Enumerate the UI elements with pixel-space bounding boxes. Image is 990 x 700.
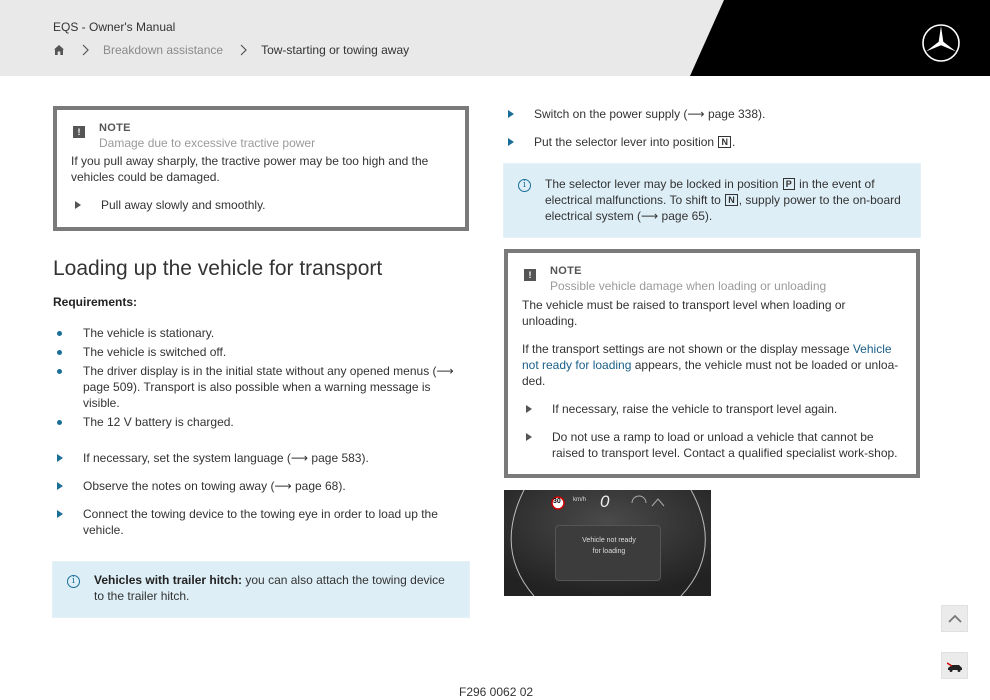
display-popup [555, 525, 661, 581]
note-subtitle: Possible vehicle damage when loading or unloading [550, 279, 827, 293]
list-item [53, 506, 469, 538]
info-icon: i [67, 575, 80, 588]
info-icon: i [518, 179, 531, 192]
right-column [504, 106, 920, 478]
speed-readout: 0 [600, 492, 610, 511]
info-text [94, 572, 455, 604]
popup-line: for loading [592, 548, 626, 555]
bullet-icon [57, 369, 62, 374]
requirement-text: The 12 V battery is charged. [83, 415, 234, 429]
chevron-right-icon [81, 44, 89, 56]
step-text-part: . [731, 135, 736, 149]
requirements-list [53, 325, 469, 430]
tow-icon [947, 659, 963, 673]
info-selector-lever [504, 164, 920, 237]
breadcrumb-item-current: Tow-starting or towing away [261, 43, 410, 57]
note-step-text: Pull away slowly and smoothly. [101, 198, 266, 212]
popup-line: Vehicle not ready [582, 537, 636, 544]
note-tractive-power [53, 106, 469, 231]
step-text: If necessary, set the system language (⟶ page 583). [83, 451, 369, 465]
note-step [522, 401, 902, 417]
figure-label: F296 0062 02 [459, 685, 534, 699]
arrow-right-icon [508, 110, 514, 118]
gear-key-n: N [718, 136, 731, 148]
note-step [71, 197, 451, 213]
list-item [53, 478, 469, 494]
arrow-right-icon [57, 482, 63, 490]
note-text: If you pull away sharply, the tractive power may be too high and the vehicles could be damaged. [71, 154, 429, 184]
requirement-text: The vehicle is switched off. [83, 345, 227, 359]
chevron-up-icon [948, 612, 962, 626]
bullet-icon [57, 331, 62, 336]
info-body: you can also attach the towing device to the trailer hitch. [94, 573, 445, 603]
breadcrumb [53, 43, 409, 57]
arrow-right-icon [526, 405, 532, 413]
list-item [504, 106, 920, 122]
step-text [534, 134, 735, 150]
bullet-icon [57, 350, 62, 355]
chevron-right-icon [239, 44, 247, 56]
page-header [0, 0, 990, 76]
bullet-icon [57, 420, 62, 425]
info-part: , supply power to the on-board electrical system (⟶ page 65). [545, 193, 901, 223]
home-icon[interactable] [53, 44, 65, 56]
list-item [504, 134, 920, 150]
note-text-part: If the transport settings are not shown or the display message [522, 342, 853, 356]
warning-icon: ! [524, 269, 536, 281]
arrow-right-icon [526, 433, 532, 441]
note-subtitle: Damage due to excessive tractive power [99, 136, 316, 150]
driver-display-image [504, 490, 711, 596]
note-text [522, 341, 902, 389]
note-text: The vehicle must be raised to transport level when loading or unloading. [522, 298, 846, 328]
list-item [53, 344, 469, 360]
arrow-right-icon [75, 201, 81, 209]
tow-button[interactable] [941, 652, 968, 679]
list-item [53, 325, 469, 341]
note-header [522, 265, 902, 293]
popup-message [556, 535, 662, 557]
note-step-text: Do not use a ramp to load or unload a vehicle that cannot be raised to transport level. Contact a qualified specialist work-shop. [552, 430, 898, 460]
note-text-part: appears, the vehicle must not be loaded or unloa-ded. [522, 358, 899, 388]
list-item [53, 414, 469, 430]
note-label: NOTE [99, 122, 131, 134]
requirement-text: The driver display is in the initial state without any opened menus (⟶ page 509). Transport is also possible when a warning message is visible. [83, 364, 454, 410]
step-text: Observe the notes on towing away (⟶ page 68). [83, 479, 346, 493]
note-label: NOTE [550, 265, 582, 277]
info-part: in the event of electrical malfunctions. To shift to [545, 177, 875, 207]
manual-title: EQS - Owner's Manual [53, 20, 176, 34]
info-bold: Vehicles with trailer hitch: [94, 573, 243, 587]
breadcrumb-item-breakdown-assistance[interactable]: Breakdown assistance [103, 43, 224, 57]
mercedes-star-logo[interactable] [921, 23, 961, 63]
note-header [71, 122, 451, 150]
step-text: Switch on the power supply (⟶ page 338). [534, 107, 766, 121]
requirements-label: Requirements: [53, 295, 138, 309]
info-trailer-hitch [53, 562, 469, 617]
gear-key-p: P [783, 178, 795, 190]
arrow-right-icon [57, 510, 63, 518]
display-message-highlight: Vehicle not ready for loading [522, 342, 892, 372]
step-text-part: Put the selector lever into position [534, 135, 718, 149]
speed-limit-sign: 30 [553, 498, 561, 505]
speed-unit: km/h [573, 497, 587, 503]
warning-icon: ! [73, 126, 85, 138]
note-step-text: If necessary, raise the vehicle to transport level again. [552, 402, 838, 416]
left-column [53, 106, 469, 617]
arrow-right-icon [57, 454, 63, 462]
arrow-right-icon [508, 138, 514, 146]
info-part: The selector lever may be locked in position [545, 177, 782, 191]
gear-key-n: N [725, 194, 738, 206]
steps-list [53, 450, 469, 538]
list-item [53, 363, 469, 411]
scroll-up-button[interactable] [941, 605, 968, 632]
list-item [53, 450, 469, 466]
note-step [522, 429, 902, 461]
requirement-text: The vehicle is stationary. [83, 326, 215, 340]
section-title: Loading up the vehicle for transport [53, 257, 383, 280]
note-loading-damage [504, 249, 920, 478]
step-text: Connect the towing device to the towing eye in order to load up the vehicle. [83, 507, 438, 537]
info-text [545, 176, 906, 224]
